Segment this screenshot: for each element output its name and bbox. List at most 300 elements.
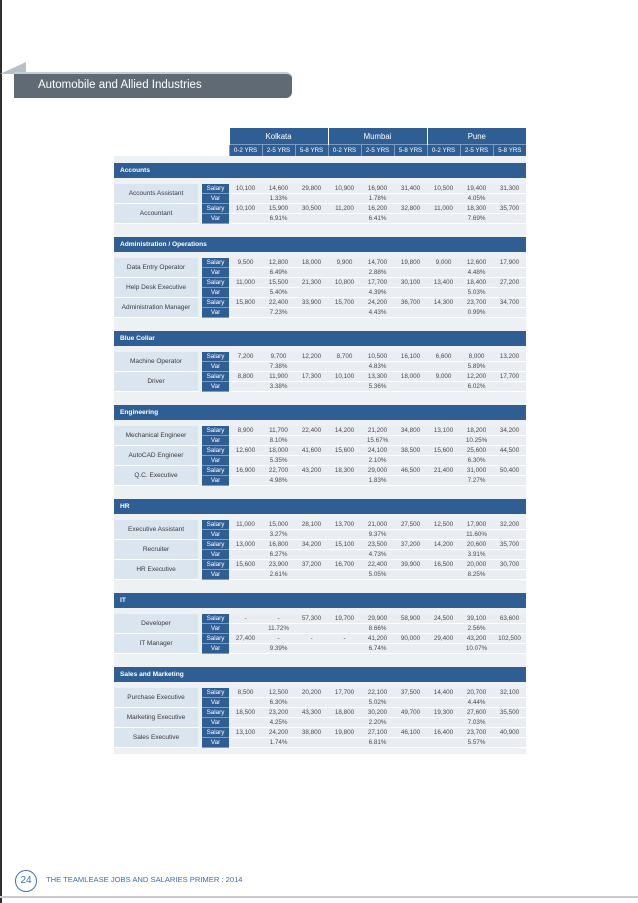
- salary-cell: 12,200: [460, 372, 493, 382]
- salary-row: [114, 258, 526, 268]
- salary-cell: 44,500: [493, 446, 526, 456]
- var-cell: 1.33%: [229, 194, 328, 204]
- salary-cell: 11,900: [262, 372, 295, 382]
- var-label: Var: [202, 624, 229, 634]
- salary-cell: 29,400: [427, 634, 460, 644]
- salary-cell: 31,400: [394, 184, 427, 194]
- var-cell: 0.99%: [427, 308, 526, 318]
- var-cell: 5.05%: [328, 570, 427, 580]
- salary-cell: 14,600: [262, 184, 295, 194]
- salary-cell: 12,800: [262, 258, 295, 268]
- salary-row: [114, 278, 526, 288]
- salary-cell: 8,000: [460, 352, 493, 362]
- role-name: Purchase Executive: [114, 688, 198, 708]
- var-cell: 5.89%: [427, 362, 526, 372]
- salary-cell: 10,500: [427, 184, 460, 194]
- role-name: Q.C. Executive: [114, 466, 198, 486]
- var-cell: 4.83%: [328, 362, 427, 372]
- var-label: Var: [202, 718, 229, 728]
- role-name: Help Desk Executive: [114, 278, 198, 298]
- salary-cell: 12,500: [427, 520, 460, 530]
- role-name: Administration Manager: [114, 298, 198, 318]
- salary-cell: 10,100: [328, 372, 361, 382]
- salary-cell: 11,200: [328, 204, 361, 214]
- category-name: Blue Collar: [114, 331, 526, 346]
- salary-cell: 36,700: [394, 298, 427, 308]
- salary-row: [114, 184, 526, 194]
- salary-cell: 11,700: [262, 426, 295, 436]
- salary-cell: 13,300: [361, 372, 394, 382]
- salary-row: [114, 352, 526, 362]
- salary-row: [114, 560, 526, 570]
- var-cell: 5.03%: [427, 288, 526, 298]
- var-cell: 4.98%: [229, 476, 328, 486]
- salary-cell: 28,100: [295, 520, 328, 530]
- var-cell: 6.81%: [328, 738, 427, 748]
- salary-cell: 37,200: [394, 540, 427, 550]
- salary-row: [114, 446, 526, 456]
- salary-label: Salary: [202, 446, 229, 456]
- salary-cell: 16,900: [361, 184, 394, 194]
- salary-cell: 18,400: [460, 278, 493, 288]
- salary-cell: 15,900: [262, 204, 295, 214]
- var-cell: 8.66%: [328, 624, 427, 634]
- salary-cell: -: [295, 634, 328, 644]
- salary-cell: 49,700: [394, 708, 427, 718]
- salary-cell: 17,300: [295, 372, 328, 382]
- salary-cell: 9,700: [262, 352, 295, 362]
- salary-label: Salary: [202, 352, 229, 362]
- var-label: Var: [202, 698, 229, 708]
- salary-cell: -: [262, 634, 295, 644]
- var-label: Var: [202, 456, 229, 466]
- var-cell: 4.44%: [427, 698, 526, 708]
- salary-cell: 20,700: [460, 688, 493, 698]
- category-name: Sales and Marketing: [114, 667, 526, 682]
- salary-cell: 20,200: [295, 688, 328, 698]
- var-cell: 6.30%: [427, 456, 526, 466]
- category-name: Engineering: [114, 405, 526, 420]
- salary-cell: 23,700: [460, 728, 493, 738]
- salary-cell: 24,100: [361, 446, 394, 456]
- category-header: [114, 667, 526, 682]
- experience-band-header: 0-2 YRS: [328, 145, 361, 157]
- var-cell: 7.03%: [427, 718, 526, 728]
- var-cell: 4.48%: [427, 268, 526, 278]
- category-header: [114, 163, 526, 178]
- experience-band-header: 5-8 YRS: [295, 145, 328, 157]
- salary-cell: 9,900: [328, 258, 361, 268]
- salary-cell: 33,900: [295, 298, 328, 308]
- salary-cell: 27,100: [361, 728, 394, 738]
- salary-cell: 21,400: [427, 466, 460, 476]
- role-name: Developer: [114, 614, 198, 634]
- salary-row: [114, 372, 526, 382]
- salary-cell: 20,000: [460, 560, 493, 570]
- salary-cell: 43,200: [460, 634, 493, 644]
- salary-label: Salary: [202, 688, 229, 698]
- salary-cell: 46,500: [394, 466, 427, 476]
- var-cell: 6.74%: [328, 644, 427, 654]
- salary-cell: 50,400: [493, 466, 526, 476]
- salary-cell: 10,900: [328, 184, 361, 194]
- salary-cell: 39,100: [460, 614, 493, 624]
- city-header: Kolkata: [229, 128, 328, 145]
- salary-cell: 14,200: [427, 540, 460, 550]
- var-label: Var: [202, 738, 229, 748]
- salary-cell: 31,300: [493, 184, 526, 194]
- role-name: Accounts Assistant: [114, 184, 198, 204]
- salary-cell: 25,600: [460, 446, 493, 456]
- salary-cell: 15,100: [328, 540, 361, 550]
- role-name: Recruiter: [114, 540, 198, 560]
- role-name: Mechanical Engineer: [114, 426, 198, 446]
- salary-cell: 15,800: [229, 298, 262, 308]
- salary-cell: 8,700: [328, 352, 361, 362]
- salary-row: [114, 520, 526, 530]
- salary-cell: 22,400: [361, 560, 394, 570]
- salary-cell: 35,700: [493, 540, 526, 550]
- city-header-row: [114, 128, 526, 145]
- salary-cell: 16,800: [262, 540, 295, 550]
- salary-cell: 35,500: [493, 708, 526, 718]
- var-cell: 8.25%: [427, 570, 526, 580]
- salary-label: Salary: [202, 298, 229, 308]
- bottom-rule: [0, 896, 638, 898]
- salary-cell: 23,900: [262, 560, 295, 570]
- var-label: Var: [202, 288, 229, 298]
- salary-cell: 16,400: [427, 728, 460, 738]
- category-header: [114, 331, 526, 346]
- salary-label: Salary: [202, 540, 229, 550]
- var-cell: 4.39%: [328, 288, 427, 298]
- salary-cell: 16,500: [427, 560, 460, 570]
- salary-cell: 13,700: [328, 520, 361, 530]
- salary-cell: 102,500: [493, 634, 526, 644]
- var-cell: 3.38%: [229, 382, 328, 392]
- salary-row: [114, 466, 526, 476]
- var-cell: 7.23%: [229, 308, 328, 318]
- var-label: Var: [202, 476, 229, 486]
- salary-cell: 21,000: [361, 520, 394, 530]
- salary-cell: 12,600: [229, 446, 262, 456]
- var-cell: 6.49%: [229, 268, 328, 278]
- experience-band-header: 5-8 YRS: [394, 145, 427, 157]
- salary-cell: 18,800: [328, 708, 361, 718]
- salary-cell: 30,200: [361, 708, 394, 718]
- salary-label: Salary: [202, 278, 229, 288]
- salary-cell: 18,000: [295, 258, 328, 268]
- salary-cell: 29,000: [361, 466, 394, 476]
- salary-cell: 15,700: [328, 298, 361, 308]
- salary-cell: 31,000: [460, 466, 493, 476]
- salary-cell: 10,500: [361, 352, 394, 362]
- salary-cell: 43,300: [295, 708, 328, 718]
- salary-cell: 22,700: [262, 466, 295, 476]
- var-cell: 2.10%: [328, 456, 427, 466]
- salary-cell: -: [262, 614, 295, 624]
- salary-cell: 15,500: [262, 278, 295, 288]
- category-header: [114, 593, 526, 608]
- salary-cell: 17,900: [493, 258, 526, 268]
- category-header: [114, 499, 526, 514]
- salary-cell: 22,400: [262, 298, 295, 308]
- salary-cell: 39,900: [394, 560, 427, 570]
- salary-cell: 24,500: [427, 614, 460, 624]
- footer-title: THE TEAMLEASE JOBS AND SALARIES PRIMER : 2014: [46, 875, 243, 884]
- salary-cell: 19,300: [427, 708, 460, 718]
- var-cell: 10.07%: [427, 644, 526, 654]
- salary-label: Salary: [202, 184, 229, 194]
- salary-cell: 15,600: [427, 446, 460, 456]
- salary-cell: 15,000: [262, 520, 295, 530]
- salary-label: Salary: [202, 634, 229, 644]
- role-name: Executive Assistant: [114, 520, 198, 540]
- var-cell: 7.27%: [427, 476, 526, 486]
- var-label: Var: [202, 362, 229, 372]
- var-cell: 2.88%: [328, 268, 427, 278]
- role-name: HR Executive: [114, 560, 198, 580]
- salary-cell: 14,300: [427, 298, 460, 308]
- salary-cell: 29,900: [361, 614, 394, 624]
- salary-cell: 8,500: [229, 688, 262, 698]
- salary-cell: 19,700: [328, 614, 361, 624]
- salary-cell: 13,100: [229, 728, 262, 738]
- category-header: [114, 237, 526, 252]
- var-cell: 2.20%: [328, 718, 427, 728]
- var-cell: 5.40%: [229, 288, 328, 298]
- salary-cell: 14,700: [361, 258, 394, 268]
- salary-row: [114, 614, 526, 624]
- salary-cell: 22,400: [295, 426, 328, 436]
- category-header: [114, 405, 526, 420]
- category-name: Accounts: [114, 163, 526, 178]
- salary-cell: 40,900: [493, 728, 526, 738]
- salary-cell: 16,900: [229, 466, 262, 476]
- var-cell: 9.37%: [328, 530, 427, 540]
- salary-cell: 17,900: [460, 520, 493, 530]
- role-name: Accountant: [114, 204, 198, 224]
- var-cell: 6.27%: [229, 550, 328, 560]
- var-label: Var: [202, 268, 229, 278]
- salary-label: Salary: [202, 728, 229, 738]
- salary-cell: 8,900: [229, 426, 262, 436]
- salary-cell: 19,400: [460, 184, 493, 194]
- salary-label: Salary: [202, 614, 229, 624]
- var-cell: 1.83%: [328, 476, 427, 486]
- salary-cell: 23,500: [361, 540, 394, 550]
- var-cell: 3.91%: [427, 550, 526, 560]
- var-cell: 7.69%: [427, 214, 526, 224]
- category-name: HR: [114, 499, 526, 514]
- salary-cell: 19,800: [328, 728, 361, 738]
- salary-cell: 58,900: [394, 614, 427, 624]
- salary-cell: 21,300: [295, 278, 328, 288]
- var-cell: 9.39%: [229, 644, 328, 654]
- salary-cell: -: [328, 634, 361, 644]
- salary-cell: 6,600: [427, 352, 460, 362]
- salary-cell: 34,800: [394, 426, 427, 436]
- role-name: Data Entry Operator: [114, 258, 198, 278]
- experience-band-header: 5-8 YRS: [493, 145, 526, 157]
- role-name: AutoCAD Engineer: [114, 446, 198, 466]
- salary-cell: 17,700: [493, 372, 526, 382]
- var-cell: 4.05%: [427, 194, 526, 204]
- var-cell: 7.38%: [229, 362, 328, 372]
- salary-cell: 10,800: [328, 278, 361, 288]
- salary-cell: 32,200: [493, 520, 526, 530]
- salary-cell: 12,500: [262, 688, 295, 698]
- salary-cell: 13,200: [493, 352, 526, 362]
- var-label: Var: [202, 436, 229, 446]
- var-cell: 5.02%: [328, 698, 427, 708]
- salary-cell: 27,200: [493, 278, 526, 288]
- salary-cell: 12,600: [460, 258, 493, 268]
- var-cell: 5.36%: [328, 382, 427, 392]
- salary-cell: 41,200: [361, 634, 394, 644]
- experience-band-header: 2-5 YRS: [460, 145, 493, 157]
- salary-cell: 30,100: [394, 278, 427, 288]
- var-cell: 8.10%: [229, 436, 328, 446]
- salary-cell: 23,700: [460, 298, 493, 308]
- salary-cell: 13,400: [427, 278, 460, 288]
- var-label: Var: [202, 308, 229, 318]
- role-name: Machine Operator: [114, 352, 198, 372]
- var-label: Var: [202, 382, 229, 392]
- var-cell: 6.02%: [427, 382, 526, 392]
- salary-cell: 46,100: [394, 728, 427, 738]
- var-label: Var: [202, 570, 229, 580]
- salary-cell: 38,500: [394, 446, 427, 456]
- var-cell: 5.35%: [229, 456, 328, 466]
- salary-cell: 34,200: [295, 540, 328, 550]
- var-cell: 15.67%: [328, 436, 427, 446]
- var-cell: 1.78%: [328, 194, 427, 204]
- salary-row: [114, 634, 526, 644]
- salary-cell: 10,100: [229, 184, 262, 194]
- var-cell: 4.25%: [229, 718, 328, 728]
- var-cell: 5.57%: [427, 738, 526, 748]
- var-label: Var: [202, 194, 229, 204]
- salary-cell: 18,300: [460, 204, 493, 214]
- salary-cell: 17,700: [328, 688, 361, 698]
- salary-cell: 24,200: [361, 298, 394, 308]
- salary-cell: 14,400: [427, 688, 460, 698]
- salary-cell: 90,000: [394, 634, 427, 644]
- role-name: Driver: [114, 372, 198, 392]
- var-cell: 11.60%: [427, 530, 526, 540]
- salary-cell: 16,200: [361, 204, 394, 214]
- salary-row: [114, 540, 526, 550]
- salary-cell: 18,300: [328, 466, 361, 476]
- salary-cell: 24,200: [262, 728, 295, 738]
- salary-label: Salary: [202, 204, 229, 214]
- salary-cell: 11,000: [229, 278, 262, 288]
- salary-label: Salary: [202, 258, 229, 268]
- salary-label: Salary: [202, 708, 229, 718]
- left-edge-rule: [0, 0, 2, 903]
- salary-cell: 29,800: [295, 184, 328, 194]
- var-cell: 3.27%: [229, 530, 328, 540]
- salary-row: [114, 728, 526, 738]
- salary-cell: 57,300: [295, 614, 328, 624]
- var-cell: 10.25%: [427, 436, 526, 446]
- salary-cell: 35,700: [493, 204, 526, 214]
- salary-cell: 9,500: [229, 258, 262, 268]
- salary-cell: 41,600: [295, 446, 328, 456]
- salary-cell: 16,100: [394, 352, 427, 362]
- role-name: Sales Executive: [114, 728, 198, 748]
- salary-cell: 9,000: [427, 258, 460, 268]
- salary-label: Salary: [202, 426, 229, 436]
- experience-band-header: 2-5 YRS: [361, 145, 394, 157]
- salary-row: [114, 426, 526, 436]
- section-banner: [14, 72, 292, 98]
- salary-cell: 8,800: [229, 372, 262, 382]
- salary-cell: 27,600: [460, 708, 493, 718]
- salary-cell: 17,700: [361, 278, 394, 288]
- salary-label: Salary: [202, 560, 229, 570]
- salary-cell: -: [229, 614, 262, 624]
- var-cell: 6.30%: [229, 698, 328, 708]
- salary-table: [114, 128, 526, 754]
- category-name: Administration / Operations: [114, 237, 526, 252]
- salary-cell: 34,200: [493, 426, 526, 436]
- var-cell: 2.61%: [229, 570, 328, 580]
- salary-cell: 32,100: [493, 688, 526, 698]
- salary-cell: 11,000: [229, 520, 262, 530]
- experience-band-header: 0-2 YRS: [229, 145, 262, 157]
- var-label: Var: [202, 530, 229, 540]
- experience-band-header: 2-5 YRS: [262, 145, 295, 157]
- salary-cell: 38,800: [295, 728, 328, 738]
- salary-cell: 23,200: [262, 708, 295, 718]
- salary-cell: 12,200: [295, 352, 328, 362]
- salary-cell: 16,700: [328, 560, 361, 570]
- salary-cell: 13,000: [229, 540, 262, 550]
- var-label: Var: [202, 644, 229, 654]
- salary-cell: 34,700: [493, 298, 526, 308]
- var-cell: 1.74%: [229, 738, 328, 748]
- city-header: Mumbai: [328, 128, 427, 145]
- experience-header-row: [114, 145, 526, 157]
- salary-cell: 13,100: [427, 426, 460, 436]
- salary-cell: 27,400: [229, 634, 262, 644]
- salary-cell: 30,700: [493, 560, 526, 570]
- salary-cell: 18,200: [460, 426, 493, 436]
- page-number: 24: [15, 870, 37, 892]
- var-cell: 6.91%: [229, 214, 328, 224]
- role-name: Marketing Executive: [114, 708, 198, 728]
- salary-cell: 20,600: [460, 540, 493, 550]
- var-cell: 6.41%: [328, 214, 427, 224]
- salary-label: Salary: [202, 372, 229, 382]
- salary-row: [114, 298, 526, 308]
- salary-row: [114, 204, 526, 214]
- salary-cell: 10,100: [229, 204, 262, 214]
- category-name: IT: [114, 593, 526, 608]
- salary-cell: 63,600: [493, 614, 526, 624]
- salary-cell: 27,500: [394, 520, 427, 530]
- salary-row: [114, 708, 526, 718]
- salary-cell: 14,200: [328, 426, 361, 436]
- salary-cell: 22,100: [361, 688, 394, 698]
- salary-cell: 7,200: [229, 352, 262, 362]
- var-cell: 4.73%: [328, 550, 427, 560]
- salary-cell: 32,800: [394, 204, 427, 214]
- var-label: Var: [202, 214, 229, 224]
- city-header: Pune: [427, 128, 526, 145]
